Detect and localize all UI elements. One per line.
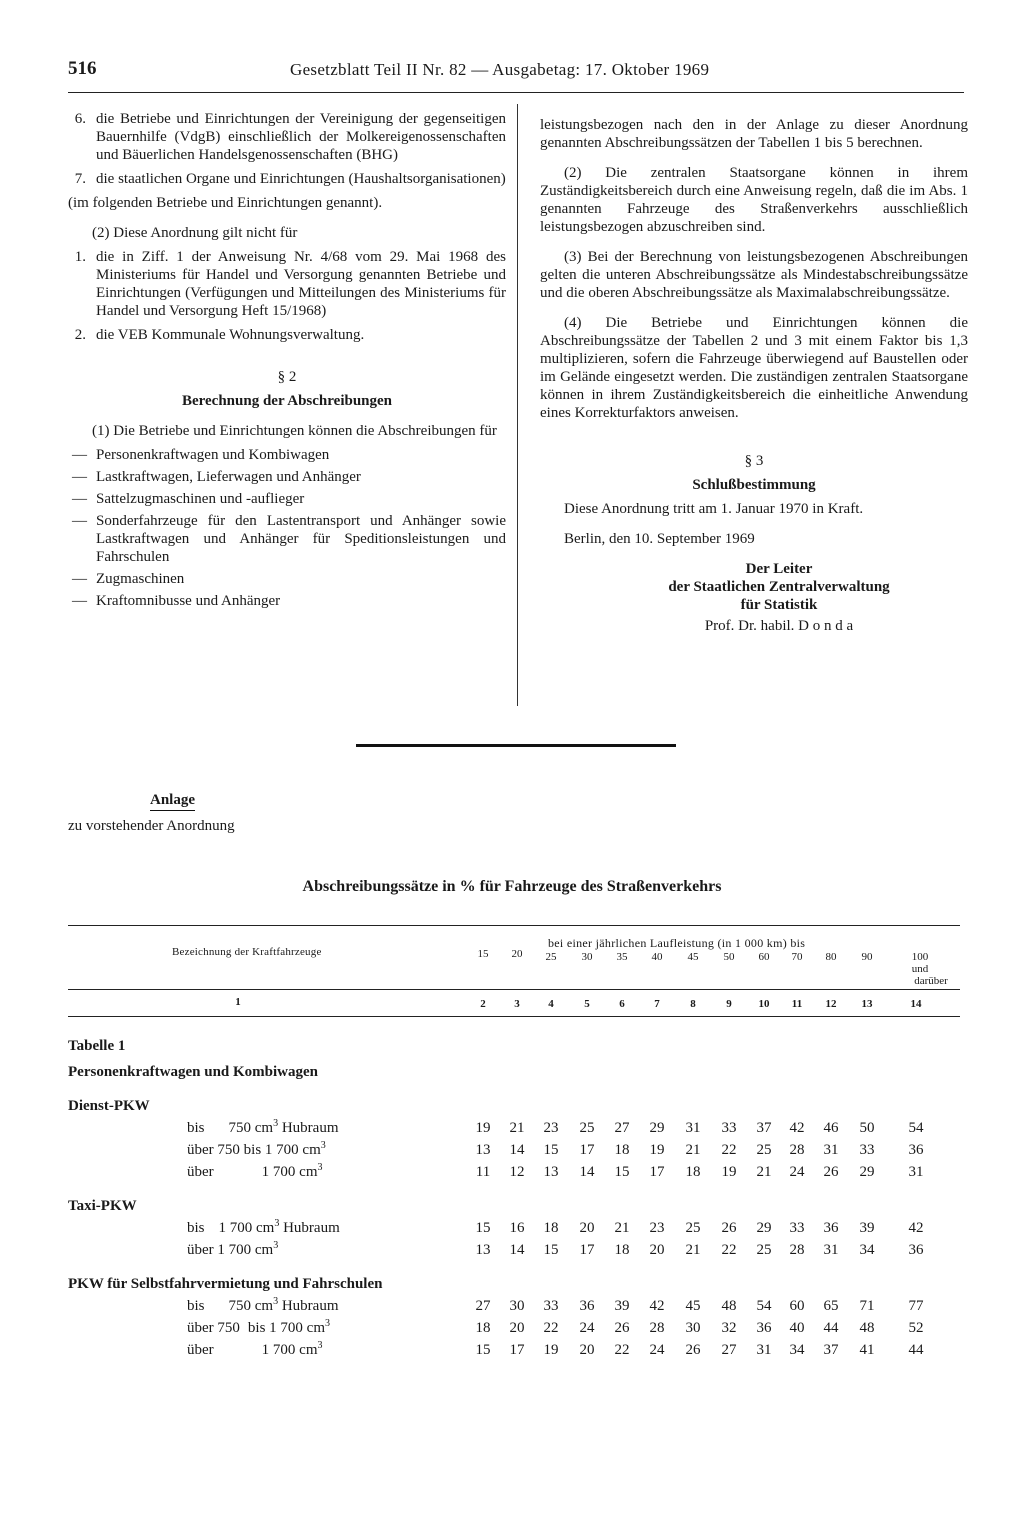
cell-value: 34 <box>789 1342 805 1358</box>
item-text: die VEB Kommunale Wohnungsverwaltung. <box>96 327 365 343</box>
cell-value: 15 <box>614 1164 630 1180</box>
anlage-title: Anlage <box>150 792 195 811</box>
row-label: über 1 700 $cm^3$ <box>187 1340 323 1358</box>
header-km-70: 70 <box>791 951 803 963</box>
header-km-60: 60 <box>758 951 770 963</box>
continuation-paragraph: leistungsbezogen nach den in der Anlage zu dieser Anordnung genannten Abschreibungssätzen der Tabellen 1 bis 5 berechnen. <box>540 117 968 151</box>
cell-value: 25 <box>756 1142 772 1158</box>
paragraph-3: (3) Bei der Berechnung von leistungsbezogenen Abschreibungen gelten die unteren Abschreibungssätze als Mindestabschreibungssätze und die oberen Abschreibungssätze als Maximalabschreibungssätze. <box>540 249 968 301</box>
right-column <box>540 116 968 635</box>
item-text: die Betriebe und Einrichtungen der Vereinigung der gegenseitigen Bauernhilfe (VdgB) einschließlich der Molkereigenossenschaften und Bäuerlichen Handelsgenossenschaften (BHG) <box>96 111 506 163</box>
column-number-9: 9 <box>726 998 732 1010</box>
cell-value: 17 <box>649 1164 665 1180</box>
header-km-40: 40 <box>651 951 663 963</box>
cell-value: 37 <box>756 1120 772 1136</box>
row-label: über 750 bis 1 700 $cm^3$ <box>187 1318 330 1336</box>
cell-value: 24 <box>649 1342 665 1358</box>
tabelle-label: Tabelle 1 <box>68 1038 126 1054</box>
cell-value: 22 <box>721 1242 737 1258</box>
group-heading: Dienst-PKW <box>68 1098 150 1114</box>
table-rule-bottom <box>68 1016 960 1017</box>
cell-value: 31 <box>823 1142 839 1158</box>
cell-value: 13 <box>543 1164 559 1180</box>
cell-value: 16 <box>509 1220 525 1236</box>
signature-title-1: Der Leiter <box>745 561 813 577</box>
dash-item-text: Personenkraftwagen und Kombiwagen <box>96 447 330 463</box>
exclusion-item-2 <box>68 326 506 344</box>
cell-value: 21 <box>509 1120 525 1136</box>
superscript: 3 <box>273 1118 279 1129</box>
dash-mark: — <box>72 513 87 529</box>
header-100: 100 <box>911 951 929 963</box>
cell-value: 23 <box>543 1120 559 1136</box>
cell-value: 23 <box>649 1220 665 1236</box>
anlage-subtitle: zu vorstehender Anordnung <box>68 818 235 834</box>
row-label: über 1 700 $cm^3$ <box>187 1240 279 1258</box>
paragraph-2: (2) Diese Anordnung gilt nicht für <box>92 225 298 241</box>
cell-value: 37 <box>823 1342 839 1358</box>
header-km-20: 20 <box>511 948 523 960</box>
cell-value: 50 <box>859 1120 875 1136</box>
header-km-45: 45 <box>687 951 699 963</box>
superscript: 3 <box>274 1218 280 1229</box>
dash-mark: — <box>72 447 87 463</box>
cell-value: 54 <box>756 1298 772 1314</box>
column-divider <box>517 104 518 706</box>
cell-value: 33 <box>859 1142 875 1158</box>
dash-item <box>68 446 506 464</box>
dash-item <box>68 570 506 588</box>
item-number: 6. <box>74 111 86 127</box>
cell-value: 24 <box>579 1320 595 1336</box>
dash-mark: — <box>72 593 87 609</box>
exclusion-item-1 <box>68 248 506 320</box>
cell-value: 17 <box>509 1342 525 1358</box>
cell-value: 46 <box>823 1120 839 1136</box>
cell-value: 14 <box>509 1242 525 1258</box>
cell-value: 21 <box>685 1142 701 1158</box>
signature-name: Prof. Dr. habil. D o n d a <box>704 618 854 634</box>
group-heading: PKW für Selbstfahrvermietung und Fahrschulen <box>68 1276 383 1292</box>
column-number-2: 2 <box>480 998 486 1010</box>
cell-value: 20 <box>579 1220 595 1236</box>
dash-mark: — <box>72 491 87 507</box>
cell-value: 30 <box>685 1320 701 1336</box>
cell-value: 13 <box>475 1142 491 1158</box>
superscript: 3 <box>317 1340 323 1351</box>
row-label: über 750 bis 1 700 $cm^3$ <box>187 1140 326 1158</box>
cell-value: 27 <box>721 1342 737 1358</box>
row-label: bis 750 $cm^3$ Hubraum <box>187 1118 339 1136</box>
cell-value: 48 <box>859 1320 875 1336</box>
cell-value: 22 <box>721 1142 737 1158</box>
table-rule-mid <box>68 989 960 990</box>
cell-value: 20 <box>509 1320 525 1336</box>
cell-value: 17 <box>579 1242 595 1258</box>
cell-value: 25 <box>756 1242 772 1258</box>
section-3-mark: § 3 <box>744 453 764 469</box>
column-number-11: 11 <box>791 998 803 1010</box>
cell-value: 19 <box>649 1142 665 1158</box>
cell-value: 12 <box>509 1164 525 1180</box>
tabelle-title: Personenkraftwagen und Kombiwagen <box>68 1064 319 1080</box>
cell-value: 22 <box>543 1320 559 1336</box>
cell-value: 71 <box>859 1298 875 1314</box>
dash-item-text: Kraftomnibusse und Anhänger <box>96 593 281 609</box>
dash-item <box>68 468 506 486</box>
item-number: 7. <box>74 171 86 187</box>
cell-value: 36 <box>579 1298 595 1314</box>
superscript: 3 <box>317 1162 323 1173</box>
column-number-4: 4 <box>548 998 554 1010</box>
cell-value: 14 <box>509 1142 525 1158</box>
left-column <box>68 110 506 610</box>
header-km-15: 15 <box>477 948 489 960</box>
table-rule-top <box>68 925 960 926</box>
dash-item-text: Zugmaschinen <box>96 571 185 587</box>
cell-value: 45 <box>685 1298 701 1314</box>
cell-value: 28 <box>649 1320 665 1336</box>
paragraph-4: (4) Die Betriebe und Einrichtungen können die Abschreibungssätze der Tabellen 2 und 3 mit einem Faktor bis 1,3 multiplizieren, sofern die Fahrzeuge überwiegend auf Baustellen oder im Gelände eingesetzt werden. Die zuständigen zentralen Staatsorgane können in ihrem Zuständigkeitsbereich die einheitliche Anwendung eines Korrekturfaktors anweisen. <box>540 315 968 421</box>
item-text: die in Ziff. 1 der Anweisung Nr. 4/68 vom 29. Mai 1968 des Ministeriums für Handel und Versorgung genannten Betriebe und Einrichtungen (Verfügungen und Mitteilungen des Ministeriums für Handel und Versorgung Heft 15/1968) <box>96 249 506 319</box>
header-rule <box>68 92 964 93</box>
cell-value: 15 <box>543 1142 559 1158</box>
row-label: bis 1 700 $cm^3$ Hubraum <box>187 1218 340 1236</box>
header-km-25: 25 <box>545 951 557 963</box>
cell-value: 18 <box>614 1242 630 1258</box>
cell-value: 31 <box>756 1342 772 1358</box>
cell-value: 18 <box>614 1142 630 1158</box>
cell-value: 21 <box>614 1220 630 1236</box>
item-text: die staatlichen Organe und Einrichtungen (Haushaltsorganisationen) <box>96 171 506 187</box>
cell-value: 48 <box>721 1298 737 1314</box>
cell-value: 19 <box>475 1120 491 1136</box>
cell-value: 26 <box>685 1342 701 1358</box>
header-km-90: 90 <box>861 951 873 963</box>
cell-value: 34 <box>859 1242 875 1258</box>
section-2-title: Berechnung der Abschreibungen <box>181 393 393 409</box>
cell-value: 13 <box>475 1242 491 1258</box>
end-rule <box>356 744 676 747</box>
cell-value: 44 <box>908 1342 924 1358</box>
running-head: Gesetzblatt Teil II Nr. 82 — Ausgabetag: 17. Oktober 1969 <box>290 60 710 79</box>
signature-title-2: der Staatlichen Zentralverwaltung <box>668 579 890 595</box>
cell-value: 19 <box>721 1164 737 1180</box>
cell-value: 28 <box>789 1142 805 1158</box>
cell-value: 18 <box>475 1320 491 1336</box>
group-heading: Taxi-PKW <box>68 1198 137 1214</box>
cell-value: 28 <box>789 1242 805 1258</box>
cell-value: 18 <box>685 1164 701 1180</box>
dash-item-text: Lastkraftwagen, Lieferwagen und Anhänger <box>96 469 361 485</box>
dash-item-text: Sonderfahrzeuge für den Lastentransport und Anhänger sowie Lastkraftwagen und Anhänger für Speditionsleistungen und Fahrschulen <box>96 513 506 565</box>
cell-value: 36 <box>823 1220 839 1236</box>
superscript: 3 <box>325 1318 330 1329</box>
column-number-8: 8 <box>690 998 696 1010</box>
cell-value: 42 <box>649 1298 665 1314</box>
list-item-6 <box>68 110 506 164</box>
cell-value: 52 <box>908 1320 924 1336</box>
cell-value: 25 <box>685 1220 701 1236</box>
cell-value: 17 <box>579 1142 595 1158</box>
dash-item-text: Sattelzugmaschinen und -auflieger <box>96 491 305 507</box>
section-3-text: Diese Anordnung tritt am 1. Januar 1970 in Kraft. <box>564 501 864 517</box>
column-number-14: 14 <box>910 998 922 1010</box>
cell-value: 54 <box>908 1120 924 1136</box>
cell-value: 25 <box>579 1120 595 1136</box>
cell-value: 39 <box>859 1220 875 1236</box>
dash-mark: — <box>72 469 87 485</box>
cell-value: 11 <box>475 1164 491 1180</box>
cell-value: 15 <box>475 1342 491 1358</box>
cell-value: 32 <box>721 1320 737 1336</box>
cell-value: 24 <box>789 1164 805 1180</box>
cell-value: 31 <box>823 1242 839 1258</box>
cell-value: 14 <box>579 1164 595 1180</box>
column-number-10: 10 <box>758 998 770 1010</box>
cell-value: 29 <box>649 1120 665 1136</box>
cell-value: 30 <box>509 1298 525 1314</box>
cell-value: 77 <box>908 1298 924 1314</box>
superscript: 3 <box>320 1140 326 1151</box>
cell-value: 20 <box>649 1242 665 1258</box>
cell-value: 19 <box>543 1342 559 1358</box>
place-date: Berlin, den 10. September 1969 <box>564 531 755 547</box>
cell-value: 33 <box>789 1220 805 1236</box>
header-mileage-span: bei einer jährlichen Laufleistung (in 1 000 km) bis <box>548 936 806 950</box>
paragraph-2: (2) Die zentralen Staatsorgane können in ihrem Zuständigkeitsbereich durch eine Anweisung regeln, daß die im Abs. 1 genannten Fahrzeuge des Straßenverkehrs ausschließlich leistungsbezogen abzuschreiben sind. <box>540 165 968 235</box>
superscript: 3 <box>273 1240 279 1251</box>
cell-value: 60 <box>789 1298 805 1314</box>
column-number-5: 5 <box>584 998 590 1010</box>
cell-value: 42 <box>789 1120 805 1136</box>
section-2-mark: § 2 <box>277 369 297 385</box>
cell-value: 40 <box>789 1320 805 1336</box>
scope-note: (im folgenden Betriebe und Einrichtungen genannt). <box>68 195 383 211</box>
cell-value: 27 <box>475 1298 491 1314</box>
item-number: 1. <box>74 249 86 265</box>
section-3-title: Schlußbestimmung <box>692 477 816 493</box>
column-number-6: 6 <box>619 998 625 1010</box>
cell-value: 15 <box>475 1220 491 1236</box>
header-km-80: 80 <box>825 951 837 963</box>
cell-value: 26 <box>823 1164 839 1180</box>
cell-value: 44 <box>823 1320 839 1336</box>
cell-value: 36 <box>908 1142 924 1158</box>
cell-value: 26 <box>721 1220 737 1236</box>
cell-value: 15 <box>543 1242 559 1258</box>
cell-value: 22 <box>614 1342 630 1358</box>
dash-mark: — <box>72 571 87 587</box>
signature-title-3: für Statistik <box>740 597 818 613</box>
cell-value: 21 <box>685 1242 701 1258</box>
header-km-50: 50 <box>723 951 735 963</box>
cell-value: 21 <box>756 1164 772 1180</box>
cell-value: 31 <box>685 1120 701 1136</box>
cell-value: 27 <box>614 1120 630 1136</box>
cell-value: 42 <box>908 1220 924 1236</box>
column-number-13: 13 <box>861 998 873 1010</box>
dash-item <box>68 490 506 508</box>
cell-value: 41 <box>859 1342 875 1358</box>
table-title: Abschreibungssätze in % für Fahrzeuge des Straßenverkehrs <box>302 878 722 895</box>
header-km-35: 35 <box>616 951 628 963</box>
row-label: über 1 700 $cm^3$ <box>187 1162 323 1180</box>
cell-value: 33 <box>543 1298 559 1314</box>
cell-value: 29 <box>756 1220 772 1236</box>
header-vehicle-designation: Bezeichnung der Kraftfahrzeuge <box>172 946 322 958</box>
column-number-7: 7 <box>654 998 660 1010</box>
cell-value: 20 <box>579 1342 595 1358</box>
page-number: 516 <box>68 58 97 79</box>
header-und: und <box>911 963 929 975</box>
cell-value: 26 <box>614 1320 630 1336</box>
cell-value: 65 <box>823 1298 839 1314</box>
cell-value: 29 <box>859 1164 875 1180</box>
column-number-1: 1 <box>235 996 241 1008</box>
cell-value: 18 <box>543 1220 559 1236</box>
header-darueber: darüber <box>914 975 948 987</box>
section-2-para-1: (1) Die Betriebe und Einrichtungen können die Abschreibungen für <box>92 423 497 439</box>
header-km-30: 30 <box>581 951 593 963</box>
cell-value: 36 <box>908 1242 924 1258</box>
dash-item <box>68 592 506 610</box>
column-number-12: 12 <box>825 998 837 1010</box>
item-number: 2. <box>74 327 86 343</box>
cell-value: 36 <box>756 1320 772 1336</box>
cell-value: 33 <box>721 1120 737 1136</box>
superscript: 3 <box>273 1296 279 1307</box>
cell-value: 39 <box>614 1298 630 1314</box>
list-item-7 <box>68 170 506 188</box>
dash-item <box>68 512 506 566</box>
row-label: bis 750 $cm^3$ Hubraum <box>187 1296 339 1314</box>
cell-value: 31 <box>908 1164 924 1180</box>
column-number-3: 3 <box>514 998 520 1010</box>
